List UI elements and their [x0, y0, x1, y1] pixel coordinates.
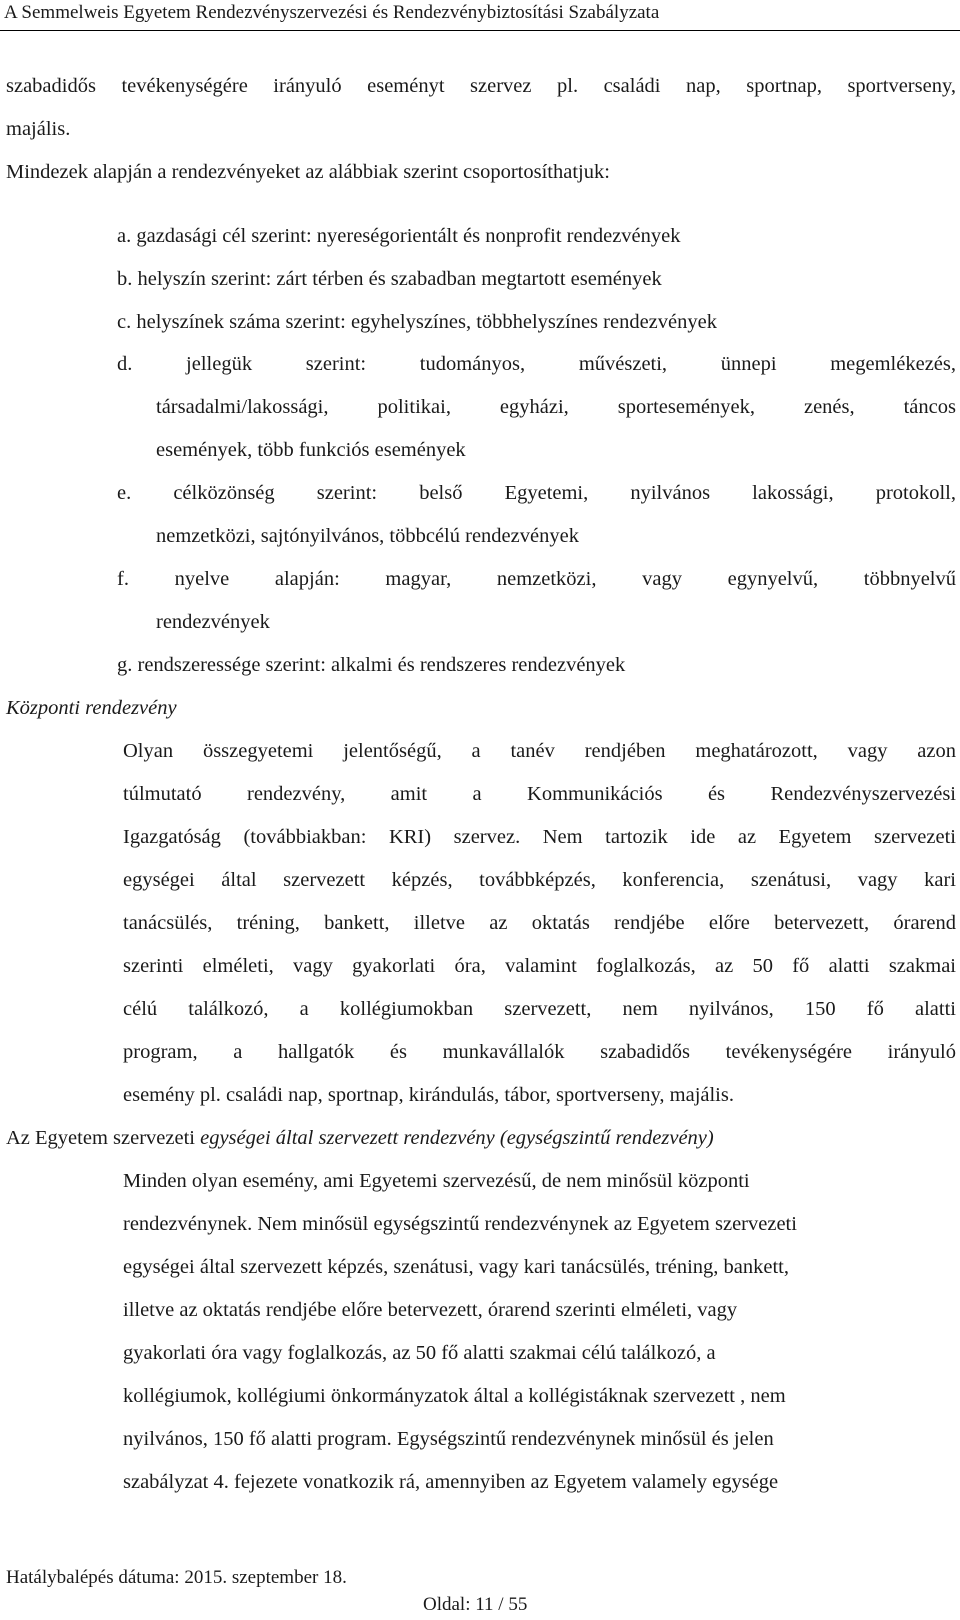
paragraph-line: tanácsülés, tréning, bankett, illetve az oktatás rendjébe előre betervezett, órarend	[123, 912, 956, 934]
heading-plain-part: Az Egyetem szervezeti	[6, 1127, 201, 1149]
list-item-g: g. rendszeressége szerint: alkalmi és rendszeres rendezvények	[117, 654, 626, 676]
intro-line: Mindezek alapján a rendezvényeket az alábbiak szerint csoportosíthatjuk:	[6, 161, 610, 183]
page-header	[0, 0, 960, 31]
heading-italic-part: egységei által szervezett rendezvény (egységszintű rendezvény)	[200, 1127, 714, 1149]
list-item-e: e. célközönség szerint: belső Egyetemi, nyilvános lakossági, protokoll,	[117, 482, 956, 504]
list-item-e-continued: nemzetközi, sajtónyilvános, többcélú rendezvények	[156, 525, 579, 547]
paragraph-line: Olyan összegyetemi jelentőségű, a tanév rendjében meghatározott, vagy azon	[123, 740, 956, 762]
list-item-f: f. nyelve alapján: magyar, nemzetközi, vagy egynyelvű, többnyelvű	[117, 568, 956, 590]
paragraph-line: Minden olyan esemény, ami Egyetemi szervezésű, de nem minősül központi	[123, 1170, 750, 1192]
paragraph-line: szabályzat 4. fejezete vonatkozik rá, amennyiben az Egyetem valamely egysége	[123, 1471, 779, 1493]
paragraph-line: túlmutató rendezvény, amit a Kommunikációs és Rendezvényszervezési	[123, 783, 956, 805]
paragraph-line: szerinti elméleti, vagy gyakorlati óra, valamint foglalkozás, az 50 fő alatti szakmai	[123, 955, 956, 977]
paragraph-line: egységei által szervezett képzés, továbbképzés, konferencia, szenátusi, vagy kari	[123, 869, 956, 891]
list-item-b: b. helyszín szerint: zárt térben és szabadban megtartott események	[117, 268, 662, 290]
paragraph-line: esemény pl. családi nap, sportnap, kirándulás, tábor, sportverseny, majális.	[123, 1084, 734, 1106]
document-title: A Semmelweis Egyetem Rendezvényszervezési és Rendezvénybiztosítási Szabályzata	[4, 2, 660, 23]
intro-line: majális.	[6, 118, 71, 140]
list-item-c: c. helyszínek száma szerint: egyhelyszínes, többhelyszínes rendezvények	[117, 311, 717, 333]
paragraph-line: Igazgatóság (továbbiakban: KRI) szervez. Nem tartozik ide az Egyetem szervezeti	[123, 826, 956, 848]
paragraph-line: program, a hallgatók és munkavállalók szabadidős tevékenységére irányuló	[123, 1041, 956, 1063]
list-item-d: d. jellegük szerint: tudományos, művészeti, ünnepi megemlékezés,	[117, 353, 956, 375]
paragraph-line: illetve az oktatás rendjébe előre betervezett, órarend szerinti elméleti, vagy	[123, 1299, 738, 1321]
paragraph-line: egységei által szervezett képzés, szenátusi, vagy kari tanácsülés, tréning, bankett,	[123, 1256, 789, 1278]
list-item-a: a. gazdasági cél szerint: nyereségorientált és nonprofit rendezvények	[117, 225, 681, 247]
paragraph-line: rendezvénynek. Nem minősül egységszintű rendezvénynek az Egyetem szervezeti	[123, 1213, 797, 1235]
list-item-f-continued: rendezvények	[156, 611, 270, 633]
paragraph-line: gyakorlati óra vagy foglalkozás, az 50 fő alatti szakmai célú találkozó, a	[123, 1342, 716, 1364]
paragraph-line: kollégiumok, kollégiumi önkormányzatok által a kollégistáknak szervezett , nem	[123, 1385, 786, 1407]
intro-line: szabadidős tevékenységére irányuló eseményt szervez pl. családi nap, sportnap, sportverseny,	[6, 75, 956, 97]
paragraph-line: célú találkozó, a kollégiumokban szervezett, nem nyilvános, 150 fő alatti	[123, 998, 956, 1020]
page-number: Oldal: 11 / 55	[423, 1594, 528, 1615]
list-item-d-continued: társadalmi/lakossági, politikai, egyházi, sportesemények, zenés, táncos	[156, 396, 956, 418]
section-heading-egyseg	[6, 1124, 714, 1152]
effective-date: Hatálybalépés dátuma: 2015. szeptember 18.	[6, 1567, 347, 1588]
paragraph-line: nyilvános, 150 fő alatti program. Egységszintű rendezvénynek minősül és jelen	[123, 1428, 774, 1450]
section-heading-kozponti: Központi rendezvény	[6, 697, 177, 719]
list-item-d-continued: események, több funkciós események	[156, 439, 466, 461]
